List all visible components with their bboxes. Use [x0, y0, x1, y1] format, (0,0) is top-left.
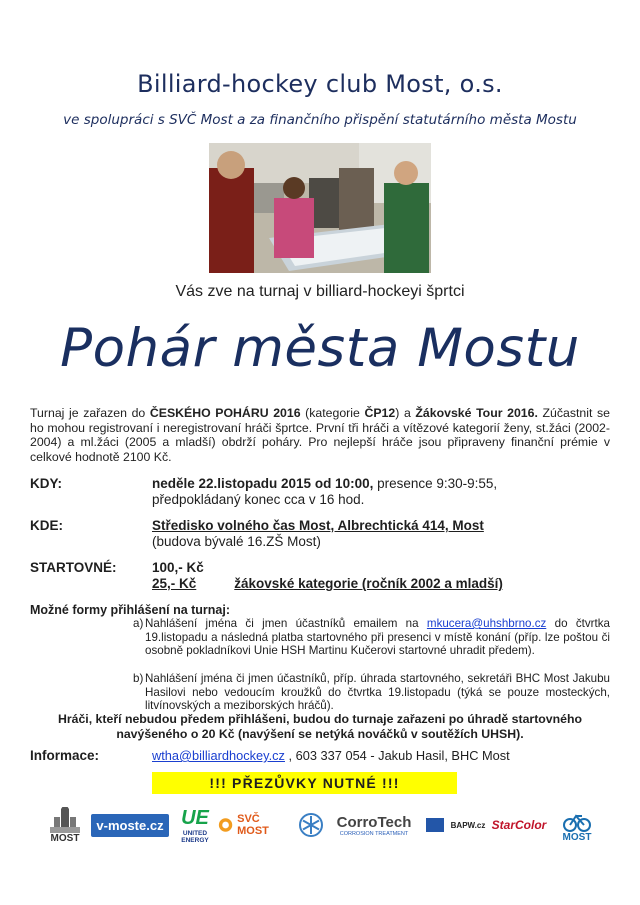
fee-label: STARTOVNÉ: [30, 560, 117, 575]
info-value: wtha@billiardhockey.cz , 603 337 054 - Jakub Hasil, BHC Most [152, 748, 510, 763]
v-moste-logo: v-moste.cz [90, 800, 170, 850]
tournament-photo [209, 143, 431, 273]
snowflake-icon [298, 812, 324, 838]
flag-icon [426, 818, 444, 832]
starcolor-logo: StarColor [491, 818, 547, 832]
united-energy-logo: UE UNITED ENERGY [181, 806, 209, 844]
castle-icon [50, 807, 80, 833]
slippers-banner: !!! PŘEZŮVKY NUTNÉ !!! [152, 772, 457, 794]
bapw-logo: BAPW.cz [450, 820, 486, 830]
sun-icon [216, 815, 235, 835]
when-value: neděle 22.listopadu 2015 od 10:00, presence 9:30-9:55, předpokládaný konec cca v 16 hod. [152, 476, 498, 507]
info-email-link[interactable]: wtha@billiardhockey.cz [152, 748, 285, 763]
most-sport-logo: MOST [552, 800, 602, 850]
svc-most-logo: SVČ MOST [216, 800, 292, 850]
most-city-logo: MOST [42, 800, 88, 850]
cooperation-line: ve spolupráci s SVČ Most a za finančního přispění statutárního města Mostu [63, 112, 577, 128]
intro-paragraph: Turnaj je zařazen do ČESKÉHO POHÁRU 2016 (kategorie ČP12) a Žákovské Tour 2016. Zúčastnit se ho mohou registrovaní i neregistrovaní hráči šprtce. První tři hráči a vítězové kategorií ženy, st.žáci (2002-2004) a ml.žáci (2005 a mladší) obdrží poháry. Pro nejlepší hráče jsou připraveny finanční prémie v celkové hodnotě 2100 Kč. [30, 406, 610, 464]
flag-logo [424, 800, 446, 850]
where-label: KDE: [30, 518, 63, 533]
registration-option-a: a) Nahlášení jména či jmen účastníků emailem na mkucera@uhshbrno.cz do čtvrtka 19.listopadu a následná platba startovného při presenci v místě konání (příp. lze poštou či osobně pokladníkovi Unie HSH Martinu Kučerovi startovné uhradit předem). [133, 617, 610, 658]
registration-title: Možné formy přihlášení na turnaj: [30, 603, 231, 617]
event-title: Pohár města Mostu [60, 318, 580, 379]
registration-option-b: b) Nahlášení jména či jmen účastníků, příp. úhrada startovného, sekretáři BHC Most Jakubu Hasilovi nebo vedoucím kroužků do čtvrtka 19.listopadu (týká se pouze mosteckých, litvínovských a meziborských hráčů). [133, 672, 610, 713]
snowflake-logo [296, 800, 326, 850]
invitation-line: Vás zve na turnaj v billiard-hockeyi šprtci [175, 283, 465, 300]
registration-email-link[interactable]: mkucera@uhshbrno.cz [426, 617, 547, 630]
when-label: KDY: [30, 476, 62, 491]
corrotech-logo: CorroTech CORROSION TREATMENT [336, 813, 412, 837]
bicycle-icon [563, 808, 591, 832]
where-value: Středisko volného čas Most, Albrechtická 414, Most (budova bývalé 16.ZŠ Most) [152, 518, 484, 549]
info-label: Informace: [30, 748, 100, 763]
late-registration-note: Hráči, kteří nebudou předem přihlášeni, budou do turnaje zařazeni po úhradě startovného navýšeného o 20 Kč (navýšení se netýká nováčků v soutěžích UHSH). [57, 712, 583, 741]
club-name: Billiard-hockey club Most, o.s. [137, 70, 503, 98]
fee-value: 100,- Kč 25,- Kč žákovské kategorie (ročník 2002 a mladší) [152, 560, 503, 591]
